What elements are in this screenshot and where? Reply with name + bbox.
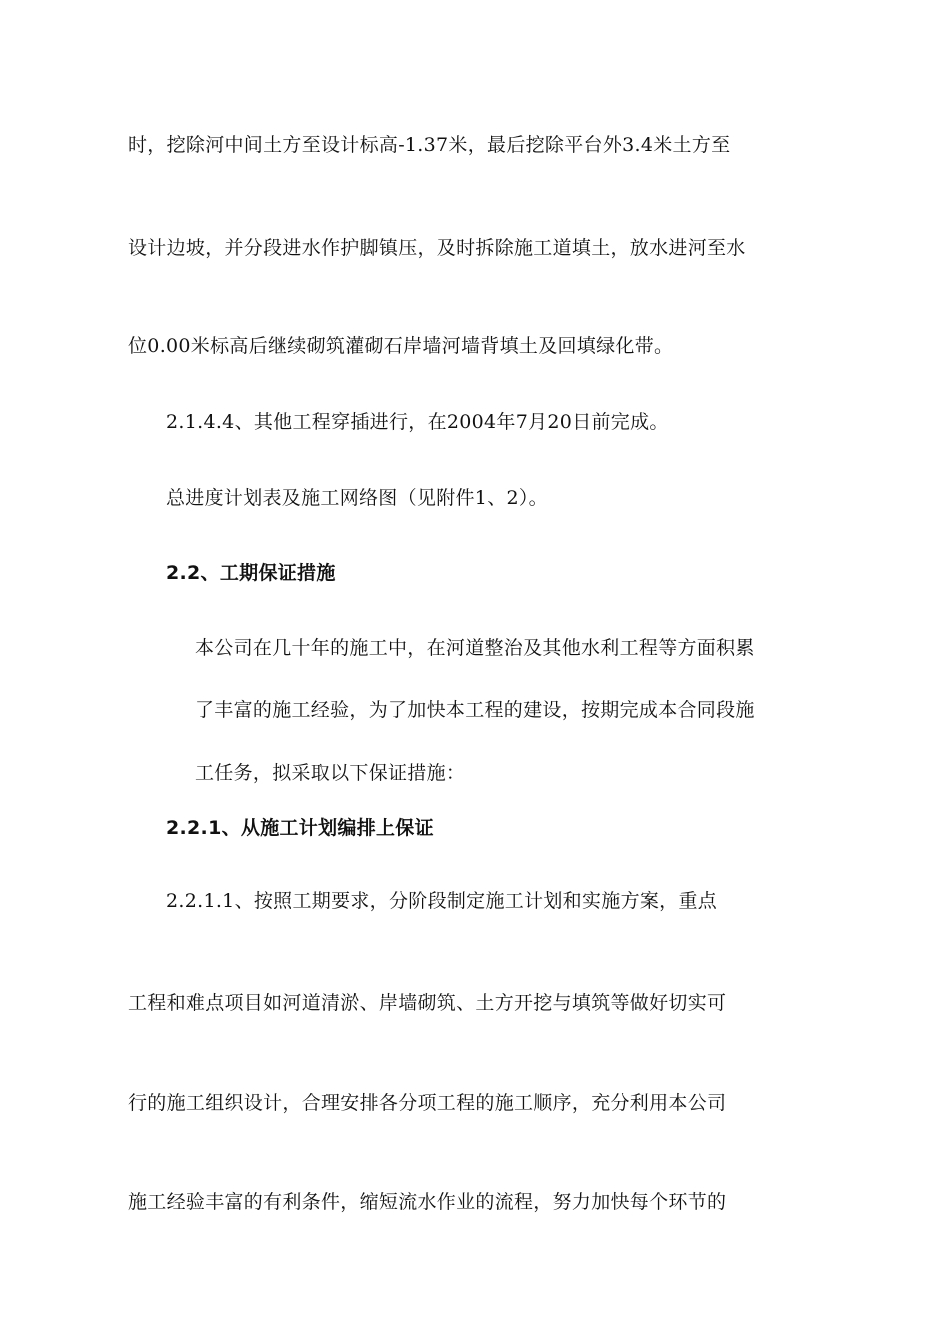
section-heading-2-2: 2.2、工期保证措施 <box>166 562 336 584</box>
body-text-line-8: 了丰富的施工经验，为了加快本工程的建设，按期完成本合同段施 <box>195 699 755 721</box>
body-text-line-13: 行的施工组织设计，合理安排各分项工程的施工顺序，充分利用本公司 <box>128 1092 727 1114</box>
body-text-line-11: 2.2.1.1、按照工期要求，分阶段制定施工计划和实施方案，重点 <box>166 890 718 912</box>
section-heading-2-2-1: 2.2.1、从施工计划编排上保证 <box>166 817 434 839</box>
body-text-line-14: 施工经验丰富的有利条件，缩短流水作业的流程，努力加快每个环节的 <box>128 1191 727 1213</box>
body-text-line-12: 工程和难点项目如河道清淤、岸墙砌筑、土方开挖与填筑等做好切实可 <box>128 992 727 1014</box>
body-text-line-4: 2.1.4.4、其他工程穿插进行，在2004年7月20日前完成。 <box>166 411 669 433</box>
body-text-line-5: 总进度计划表及施工网络图（见附件1、2）。 <box>166 487 548 509</box>
body-text-line-2: 设计边坡，并分段进水作护脚镇压，及时拆除施工道填土，放水进河至水 <box>128 237 746 259</box>
body-text-line-7: 本公司在几十年的施工中，在河道整治及其他水利工程等方面积累 <box>195 637 755 659</box>
body-text-line-3: 位0.00米标高后继续砌筑灌砌石岸墙河墙背填土及回填绿化带。 <box>128 335 674 357</box>
body-text-line-9: 工任务，拟采取以下保证措施： <box>195 762 466 784</box>
body-text-line-1: 时，挖除河中间土方至设计标高-1.37米，最后挖除平台外3.4米土方至 <box>128 134 731 156</box>
